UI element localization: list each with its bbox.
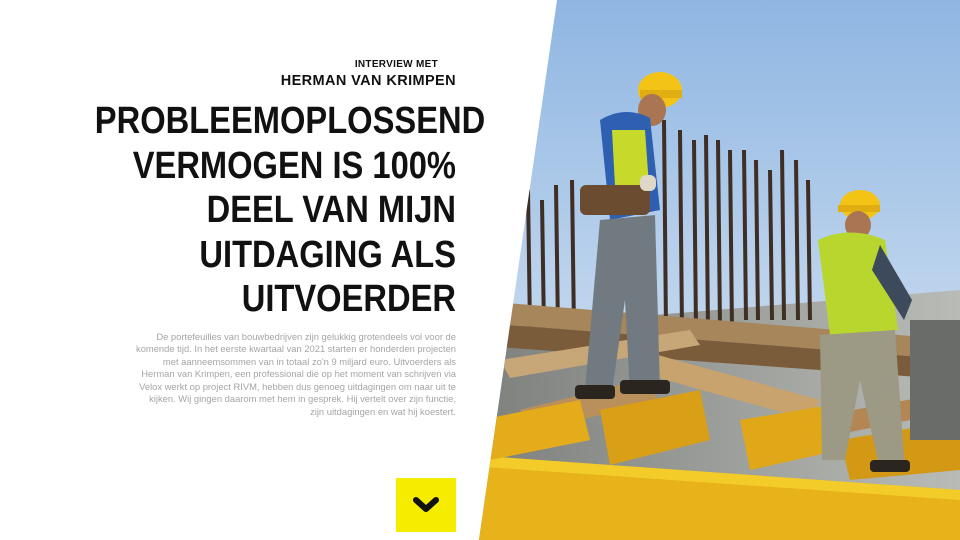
article-headline	[94, 99, 486, 322]
headline-line: VERMOGEN IS 100%	[132, 144, 456, 187]
intro-line: zijn uitdagingen en wat hij koestert.	[310, 406, 456, 418]
headline-line: PROBLEEMOPLOSSEND	[94, 100, 486, 142]
intro-line: kijken. Wij gingen daarom met hem in gesprek. Hij vertelt over zijn functie,	[149, 393, 456, 405]
interviewee-name: HERMAN VAN KRIMPEN	[280, 73, 456, 89]
intro-line: Herman van Krimpen, een professional die op het moment van schrijven via	[141, 368, 456, 380]
chevron-down-icon	[396, 478, 456, 532]
intro-line: met aanneemsommen van in totaal zo'n 9 miljard euro. Uitvoerders als	[162, 355, 456, 367]
headline-line: DEEL VAN MIJN	[206, 189, 456, 231]
scroll-down-button[interactable]	[396, 478, 456, 532]
interview-kicker: INTERVIEW MET	[354, 59, 438, 70]
intro-line: De portefeuilles van bouwbedrijven zijn gelukkig grotendeels vol voor de	[156, 330, 456, 342]
intro-line: komende tijd. In het eerste kwartaal van 2021 starten er honderden projecten	[136, 343, 456, 355]
intro-paragraph	[36, 331, 456, 419]
headline-line: UITVOERDER	[241, 278, 456, 320]
article-intro	[36, 58, 486, 419]
headline-line: UITDAGING ALS	[199, 233, 456, 276]
intro-line: Velox werkt op project RIVM, hebben dus genoeg uitdagingen om naar uit te	[139, 380, 456, 392]
